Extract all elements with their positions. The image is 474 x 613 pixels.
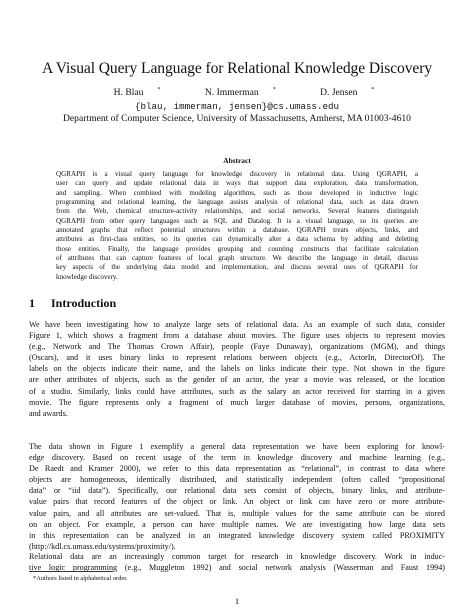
footnote: *Authors listed in alphabetical order. bbox=[33, 575, 128, 582]
body-line: movie. The figure represents only a fragment of much larger database of movies, persons, organizations, bbox=[29, 397, 445, 407]
abstract-line: of attributes that can capture features of local graph structure. We describe the language in detail, discuss bbox=[56, 254, 418, 263]
paper-title: A Visual Query Language for Relational Knowledge Discovery bbox=[41, 60, 433, 77]
intro-paragraph-2 bbox=[29, 441, 445, 552]
author: H. Blau * bbox=[113, 87, 161, 99]
abstract-line: from the Web, chemical structure-activity relationships, and social networks. Several features distinguish bbox=[56, 207, 418, 216]
abstract-line: programming and relational learning, the language assists analysis of relational data, such as data drawn bbox=[56, 198, 418, 207]
abstract-heading: Abstract bbox=[223, 156, 251, 165]
section-number: 1 bbox=[29, 296, 35, 310]
intro-paragraph-1 bbox=[29, 319, 445, 419]
abstract-line: QGRAPH from other query languages such as SQL and Datalog. It is a visual language, so its queries are bbox=[56, 216, 418, 225]
body-line: We have been investigating how to analyze large sets of relational data. As an example of such data, consider bbox=[29, 320, 445, 329]
abstract-line: key aspects of the underlying data model and implementation, and discuss several uses of QGRAPH for bbox=[56, 263, 418, 272]
abstract-line: attributes as first-class entities, so its queries can dynamically alter a data schema by adding and deleting bbox=[56, 235, 418, 244]
body-line: of a studio. Similarly, links could have attributes, such as the salary an actor received for starring in a given bbox=[29, 386, 445, 396]
abstract-line: and sampling. When combined with modeling algorithms, such as those developed in inductive logic bbox=[56, 188, 418, 197]
body-line: value pairs, and all attributes are set-valued. That is, multiple values for the same attribute can be stored bbox=[29, 508, 445, 518]
abstract-line: user can query and update relational data in ways that support data exploration, data transformation, bbox=[56, 179, 418, 188]
body-line: are other attributes of objects, such as the gender of an actor, the year a movie was released, or the location bbox=[29, 375, 445, 385]
abstract-line: annotated graphs that reflect potential structures within a database. QGRAPH treats objects, links, and bbox=[56, 226, 418, 235]
body-line: (Oscars), and it uses binary links to represent relations between objects (e.g., ActorIn, DirectorOf). The bbox=[29, 353, 445, 363]
body-line: on an object. For example, a person can have multiple names. We are investigating how large data sets bbox=[29, 519, 445, 529]
body-line: in this representation can be analyzed in an integrated knowledge discovery system called PROXIMITY bbox=[29, 530, 445, 540]
footnote-divider bbox=[29, 571, 113, 572]
body-line: (http://kdl.cs.umass.edu/systems/proximity/). bbox=[29, 541, 176, 551]
author: D. Jensen * bbox=[320, 87, 375, 99]
body-line: objects are homogeneous, identically distributed, and statistically independent (often called “propositional bbox=[29, 475, 445, 485]
body-line: (e.g., Network and The Thomas Crown Affair), people (Faye Dunaway), organizations (MGM), and things bbox=[29, 342, 445, 352]
intro-paragraph-3 bbox=[29, 551, 445, 573]
abstract-line: knowledge discovery. bbox=[56, 272, 118, 281]
body-line: labels on the objects indicate their name, and the labels on links indicate their type. Not shown in the figure bbox=[29, 364, 445, 374]
body-line: Relational data are an increasingly common target for research in knowledge discovery. Work in induc- bbox=[29, 552, 445, 561]
author-email: {blau, immerman, jensen}@cs.umass.edu bbox=[135, 101, 339, 112]
body-line: tive logic programming (e.g., Muggleton 1992) and social network analysis (Wasserman and Faust 1994) bbox=[29, 563, 445, 573]
author-affiliation: Department of Computer Science, University of Massachusetts, Amherst, MA 01003-4610 bbox=[63, 113, 411, 124]
author-list bbox=[0, 87, 474, 98]
abstract-line: QGRAPH is a visual query language for knowledge discovery in relational data. Using QGRAPH, a bbox=[56, 170, 418, 178]
author: N. Immerman * bbox=[204, 87, 276, 99]
body-line: value pairs that record features of the object or link. An object or link can have zero or more attribute- bbox=[29, 497, 445, 507]
abstract-body bbox=[56, 170, 418, 282]
abstract-line: those entities. Finally, the language provides grouping and counting constructs that facilitate calculation bbox=[56, 244, 418, 253]
body-line: De Raedt and Kramer 2000), we refer to this data representation as “relational”, in contrast to data where bbox=[29, 464, 445, 474]
body-line: The data shown in Figure 1 exemplify a general data representation we have been exploring for knowl- bbox=[29, 442, 445, 451]
body-line: data” or “iid data”). Specifically, our relational data sets consist of objects, binary links, and attribute- bbox=[29, 486, 445, 496]
section-heading bbox=[29, 296, 116, 311]
body-line: Figure 1, which shows a fragment from a database about movies. The figure uses objects to represent movies bbox=[29, 331, 445, 341]
section-title: Introduction bbox=[51, 296, 117, 310]
body-line: and awards. bbox=[29, 408, 68, 418]
page-number: 1 bbox=[234, 596, 240, 606]
body-line: edge discovery. Based on recent usage of the term in knowledge discovery and machine learning (e.g., bbox=[29, 453, 445, 463]
